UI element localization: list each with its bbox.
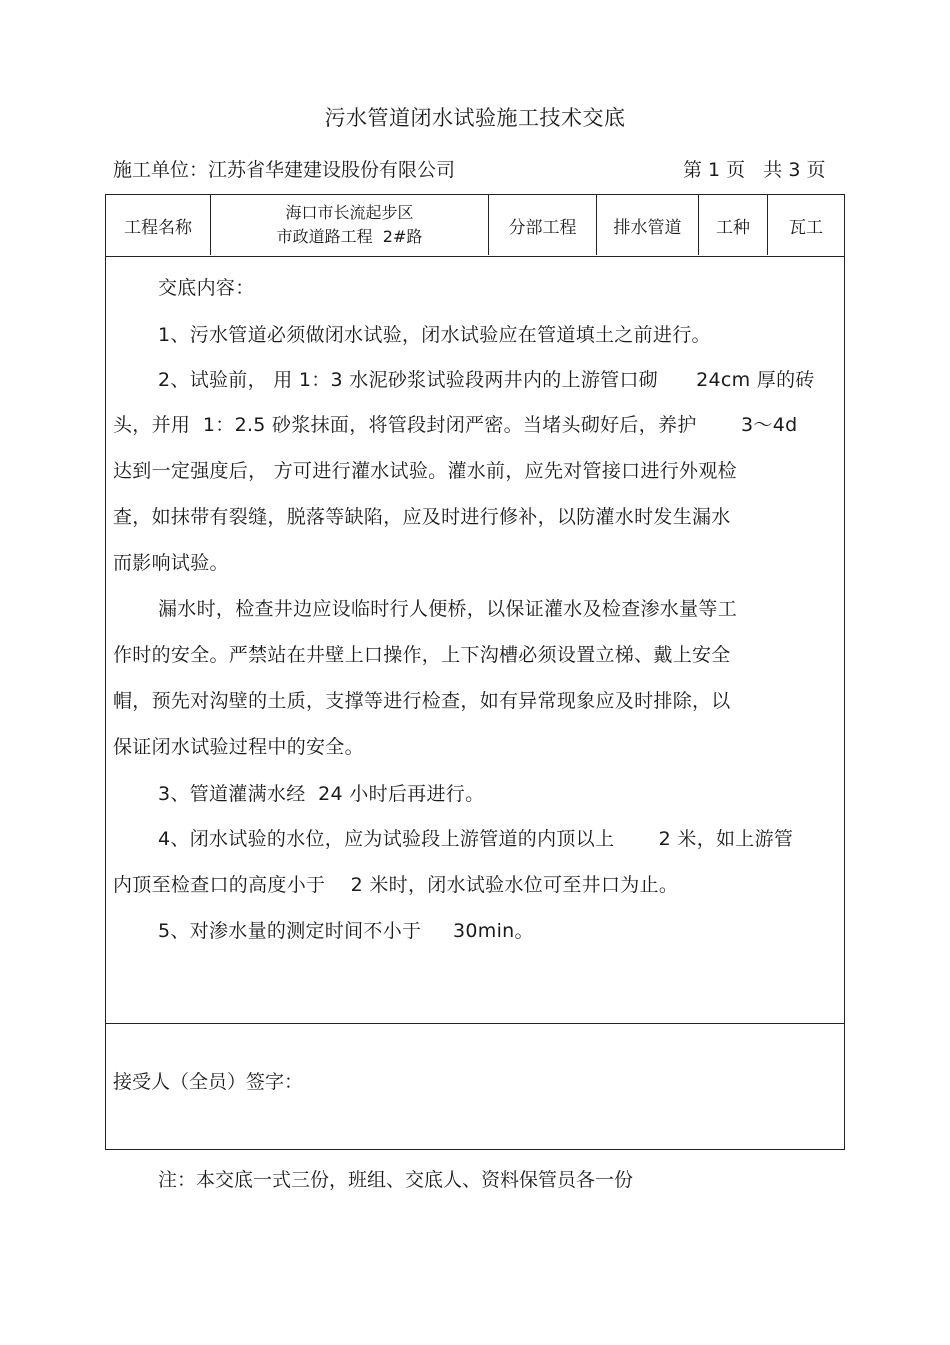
division-label: 分部工程 (489, 195, 597, 255)
content-area (106, 257, 844, 1024)
signature-label: 接受人（全员）签字： (113, 1071, 304, 1093)
content-line: 1、污水管道必须做闭水试验，闭水试验应在管道填土之前进行。 (158, 324, 711, 346)
footnote: 注：本交底一式三份，班组、交底人、资料保管员各一份 (158, 1169, 634, 1191)
project-name-label: 工程名称 (106, 195, 211, 255)
content-heading: 交底内容： (158, 277, 255, 299)
project-name-line2: 市政道路工程 2#路 (276, 227, 423, 246)
division-value: 排水管道 (597, 195, 699, 255)
content-line: 头，并用 1：2.5 砂浆抹面，将管段封闭严密。当堵头砌好后，养护 3～4d (113, 414, 798, 436)
content-line: 3、管道灌满水经 24 小时后再进行。 (158, 783, 485, 805)
content-line: 内顶至检查口的高度小于 2 米时，闭水试验水位可至井口为止。 (113, 874, 679, 896)
trade-label: 工种 (699, 195, 768, 255)
content-line: 达到一定强度后， 方可进行灌水试验。灌水前，应先对管接口进行外观检 (113, 460, 737, 482)
content-line: 作时的安全。严禁站在井壁上口操作，上下沟槽必须设置立梯、戴上安全 (113, 644, 731, 666)
page-info: 第 1 页 共 3 页 (683, 159, 826, 181)
construction-unit: 施工单位：江苏省华建建设股份有限公司 (113, 159, 456, 181)
trade-value: 瓦工 (789, 217, 823, 238)
header-row (106, 195, 844, 257)
document-title: 污水管道闭水试验施工技术交底 (324, 106, 626, 130)
content-line: 查，如抹带有裂缝，脱落等缺陷，应及时进行修补，以防灌水时发生漏水 (113, 506, 731, 528)
project-name-line1: 海口市长流起步区 (285, 203, 414, 222)
disclosure-form (105, 194, 845, 1150)
content-line: 漏水时，检查井边应设临时行人便桥，以保证灌水及检查渗水量等工 (158, 598, 738, 620)
content-line: 4、闭水试验的水位，应为试验段上游管道的内顶以上 2 米，如上游管 (158, 828, 794, 850)
content-line: 而影响试验。 (113, 552, 229, 574)
content-line: 帽，预先对沟壁的土质，支撑等进行检查，如有异常现象应及时排除，以 (113, 690, 731, 712)
content-line: 保证闭水试验过程中的安全。 (113, 736, 364, 758)
content-line: 5、对渗水量的测定时间不小于 30min。 (158, 920, 534, 942)
project-name-value (211, 195, 489, 255)
content-line: 2、试验前， 用 1：3 水泥砂浆试验段两井内的上游管口砌 24cm 厚的砖 (158, 369, 815, 391)
